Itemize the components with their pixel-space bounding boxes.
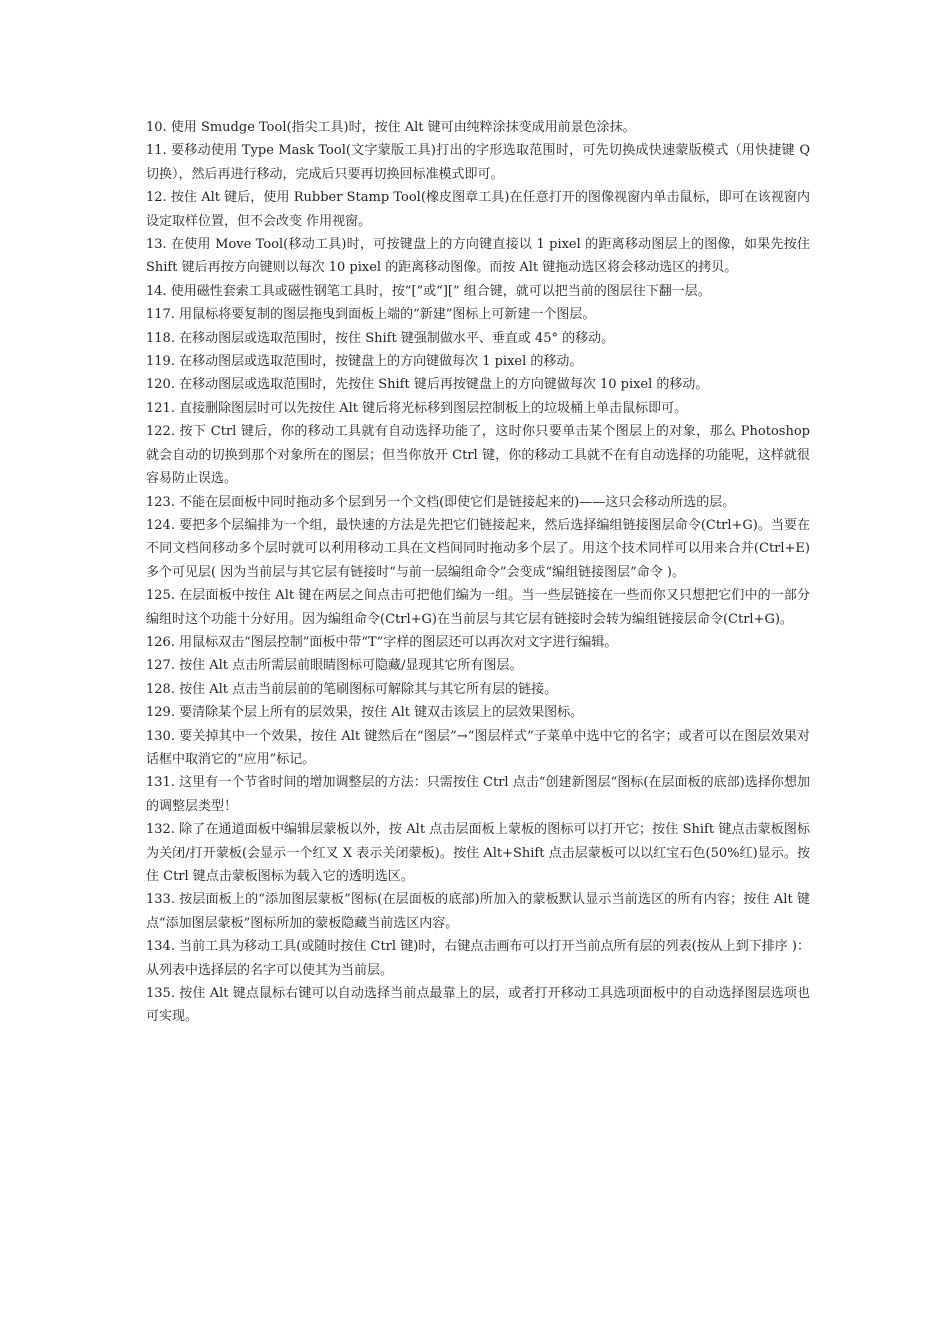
tip-paragraph: 14. 使用磁性套索工具或磁性钢笔工具时，按“[”或“][” 组合键，就可以把当前的图层往下翻一层。: [146, 283, 711, 299]
tip-paragraph: 132. 除了在通道面板中编辑层蒙板以外，按 Alt 点击层面板上蒙板的图标可以打开它；按住 Shift 键点击蒙板图标为关闭/打开蒙板(会显示一个红叉 X 表示关闭蒙板)。按住 Alt+Shift 点击层蒙板可以以红宝石色(50%红)显示。按住 Ctrl 键点击蒙板图标为载入它的透明选区。: [146, 822, 810, 884]
tip-paragraph: 118. 在移动图层或选取范围时，按住 Shift 键强制做水平、垂直或 45° 的移动。: [146, 330, 615, 346]
tip-paragraph: 13. 在使用 Move Tool(移动工具)时，可按键盘上的方向键直接以 1 pixel 的距离移动图层上的图像，如果先按住 Shift 键后再按方向键则以每次 10 pixel 的距离移动图像。而按 Alt 键拖动选区将会移动选区的拷贝。: [146, 237, 810, 276]
tip-paragraph: 128. 按住 Alt 点击当前层前的笔刷图标可解除其与其它所有层的链接。: [146, 681, 558, 697]
tip-paragraph: 122. 按下 Ctrl 键后，你的移动工具就有自动选择功能了，这时你只要单击某个图层上的对象，那么 Photoshop 就会自动的切换到那个对象所在的图层；但当你放开 Ctrl 键，你的移动工具就不在有自动选择的功能呢，这样就很容易防止误选。: [146, 424, 810, 487]
tip-paragraph: 124. 要把多个层编排为一个组，最快速的方法是先把它们链接起来，然后选择编组链接图层命令(Ctrl+G)。当要在不同文档间移动多个层时就可以利用移动工具在文档间同时拖动多个层了。用这个技术同样可以用来合并(Ctrl+E)多个可见层( 因为当前层与其它层有链接时“与前一层编组命令”会变成“编组链接图层”命令 )。: [146, 517, 810, 580]
tip-paragraph: 117. 用鼠标将要复制的图层拖曳到面板上端的“新建”图标上可新建一个图层。: [146, 307, 596, 323]
tip-paragraph: 125. 在层面板中按住 Alt 键在两层之间点击可把他们编为一组。当一些层链接在一些而你又只想把它们中的一部分编组时这个功能十分好用。因为编组命令(Ctrl+G)在当前层与其它层有链接时会转为编组链接层命令(Ctrl+G)。: [146, 588, 810, 627]
tip-paragraph: 126. 用鼠标双击“图层控制”面板中带“T”字样的图层还可以再次对文字进行编辑。: [146, 634, 618, 650]
tip-paragraph: 119. 在移动图层或选取范围时，按键盘上的方向键做每次 1 pixel 的移动。: [146, 354, 583, 370]
tip-paragraph: 134. 当前工具为移动工具(或随时按住 Ctrl 键)时，右键点击画布可以打开当前点所有层的列表(按从上到下排序 )：从列表中选择层的名字可以使其为当前层。: [146, 939, 810, 978]
document-body: [146, 116, 810, 1029]
tip-paragraph: 135. 按住 Alt 键点鼠标右键可以自动选择当前点最靠上的层，或者打开移动工具选项面板中的自动选择图层选项也可实现。: [146, 986, 810, 1025]
tip-paragraph: 10. 使用 Smudge Tool(指尖工具)时，按住 Alt 键可由纯粹涂抹变成用前景色涂抹。: [146, 120, 636, 135]
tip-paragraph: 131. 这里有一个节省时间的增加调整层的方法：只需按住 Ctrl 点击“创建新图层“图标(在层面板的底部)选择你想加的调整层类型！: [146, 775, 810, 814]
tip-paragraph: 120. 在移动图层或选取范围时，先按住 Shift 键后再按键盘上的方向键做每次 10 pixel 的移动。: [146, 377, 709, 393]
tip-paragraph: 123. 不能在层面板中同时拖动多个层到另一个文档(即使它们是链接起来的)——这只会移动所选的层。: [146, 494, 736, 510]
tip-paragraph: 127. 按住 Alt 点击所需层前眼睛图标可隐藏/显现其它所有图层。: [146, 658, 523, 674]
tip-paragraph: 11. 要移动使用 Type Mask Tool(文字蒙版工具)打出的字形选取范围时，可先切换成快速蒙版模式（用快捷键 Q 切换），然后再进行移动，完成后只要再切换回标准模式即可。: [146, 143, 810, 182]
tip-paragraph: 129. 要清除某个层上所有的层效果，按住 Alt 键双击该层上的层效果图标。: [146, 705, 584, 721]
tip-paragraph: 130. 要关掉其中一个效果，按住 Alt 键然后在“图层”→“图层样式”子菜单中选中它的名字；或者可以在图层效果对话框中取消它的“应用”标记。: [146, 728, 810, 767]
tip-paragraph: 12. 按住 Alt 键后，使用 Rubber Stamp Tool(橡皮图章工具)在任意打开的图像视窗内单击鼠标，即可在该视窗内设定取样位置，但不会改变 作用视窗。: [146, 190, 810, 229]
tip-paragraph: 133. 按层面板上的“添加图层蒙板”图标(在层面板的底部)所加入的蒙板默认显示当前选区的所有内容；按住 Alt 键点“添加图层蒙板”图标所加的蒙板隐藏当前选区内容。: [146, 892, 810, 931]
tip-paragraph: 121. 直接删除图层时可以先按住 Alt 键后将光标移到图层控制板上的垃圾桶上单击鼠标即可。: [146, 400, 688, 416]
